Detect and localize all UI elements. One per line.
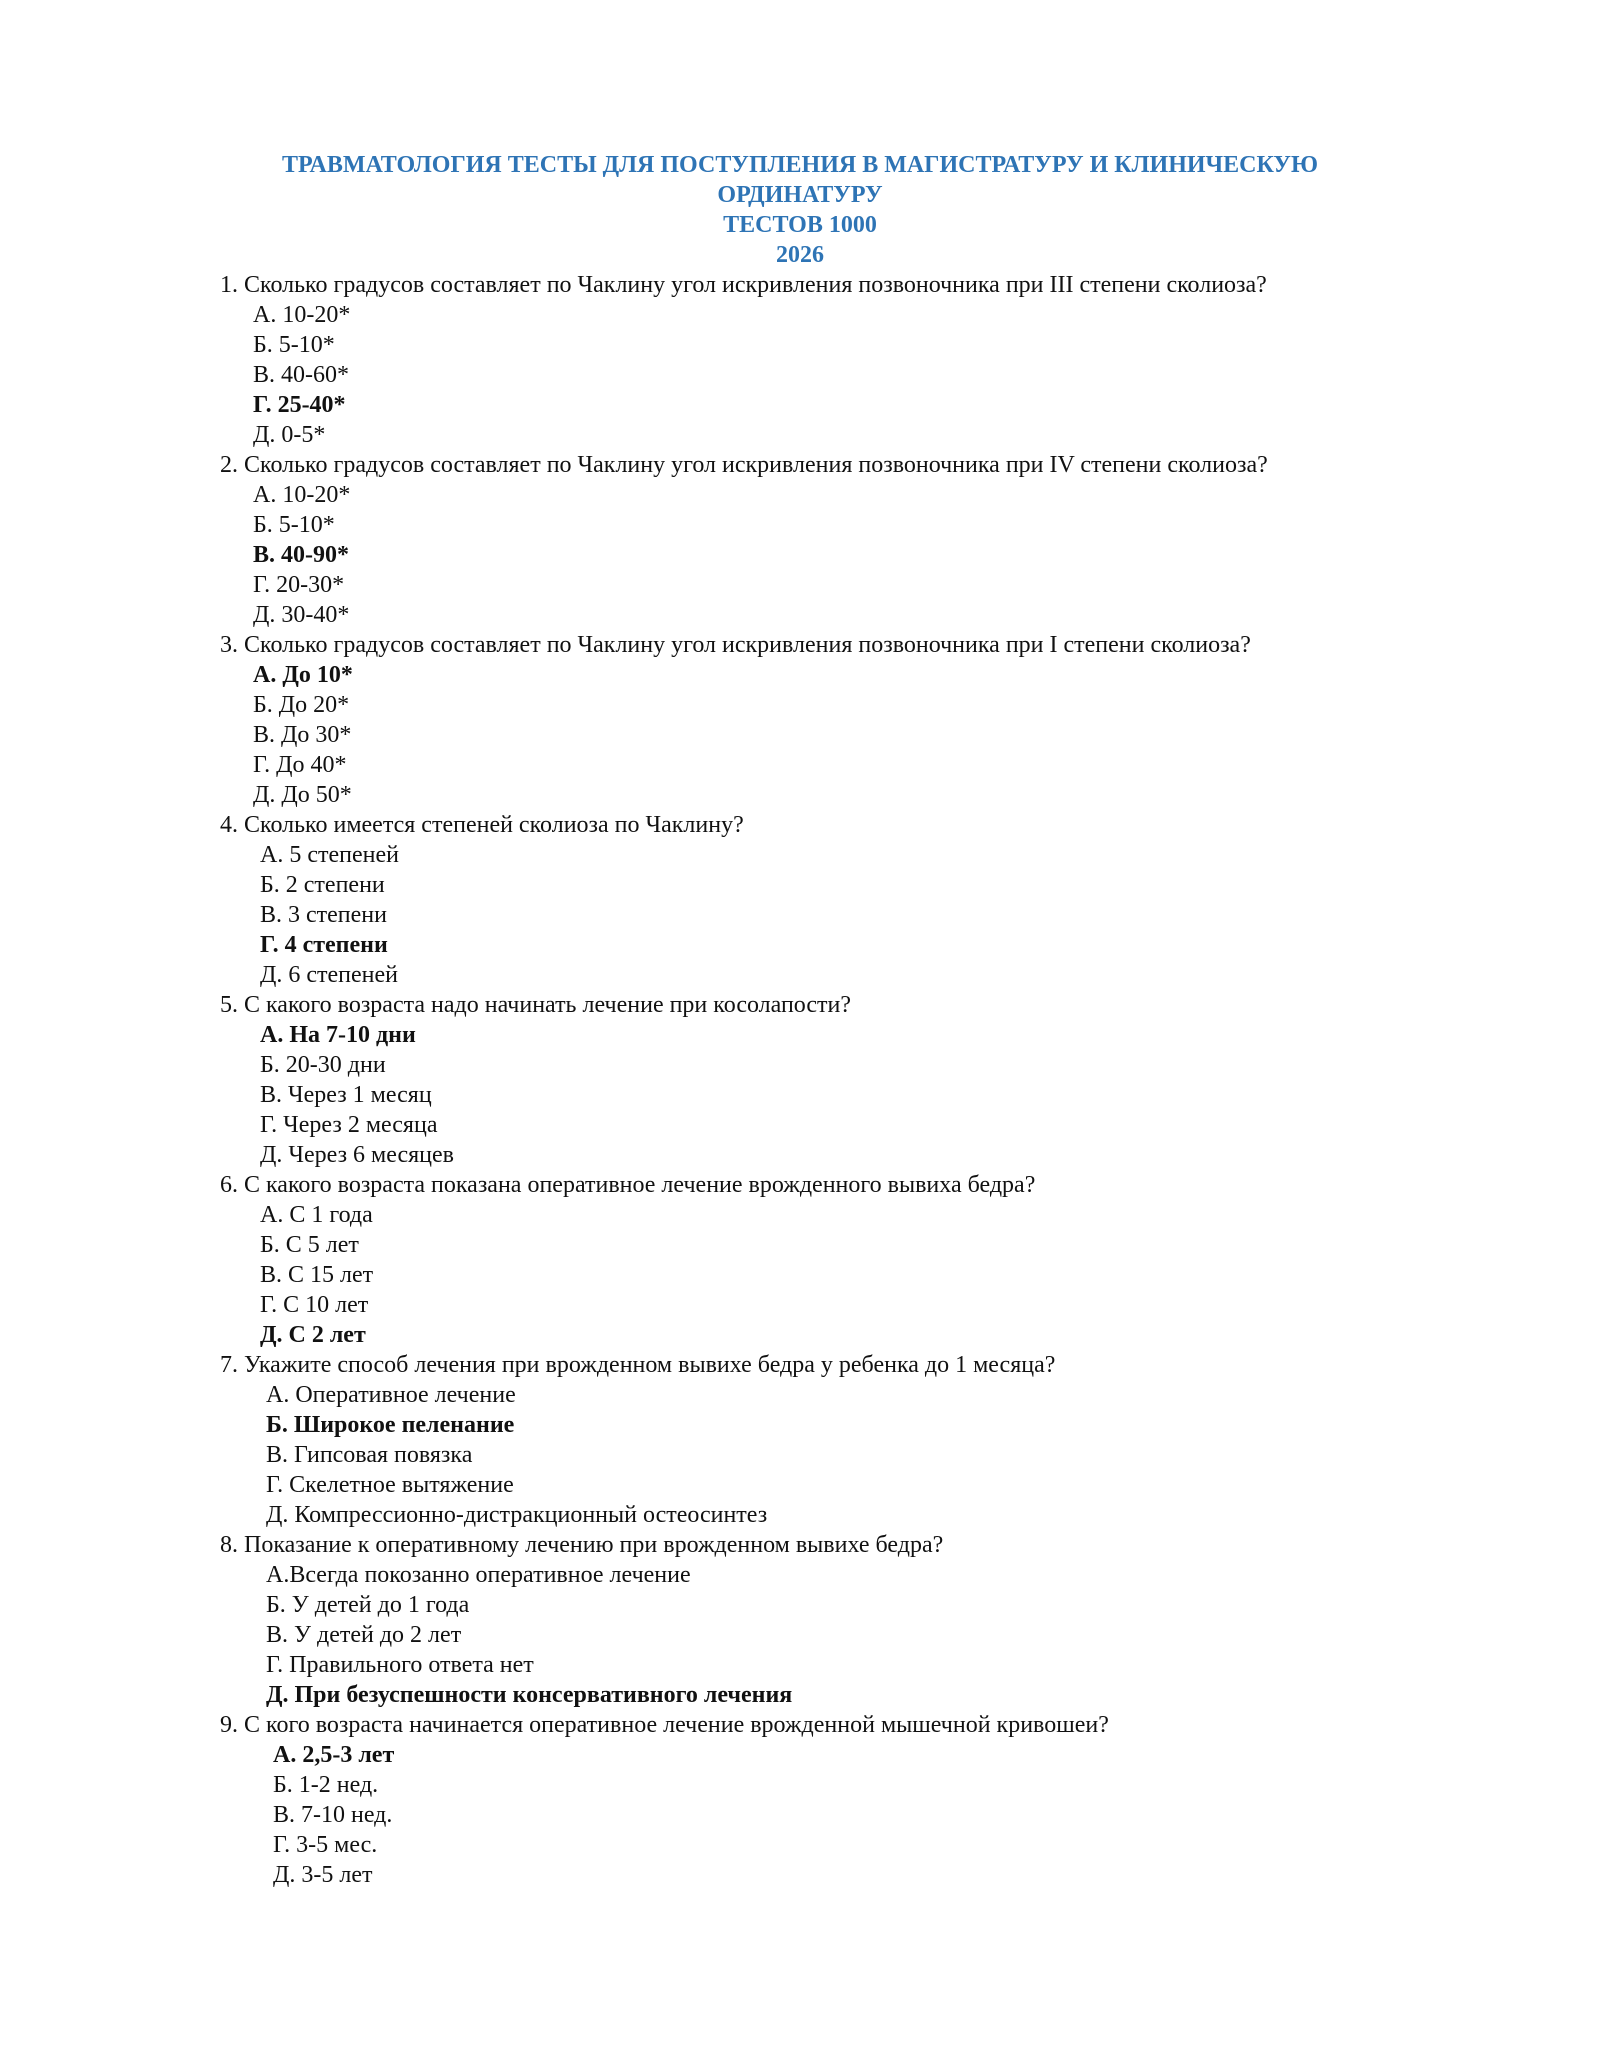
question-8	[220, 1530, 1520, 1710]
question-3	[220, 630, 1520, 810]
answer-option: Г. Правильного ответа нет	[266, 1652, 534, 1678]
question-text: 1. Сколько градусов составляет по Чаклину угол искривления позвоночника при III степени сколиоза?	[220, 272, 1267, 298]
question-1	[220, 270, 1520, 450]
correct-answer-option: А. До 10*	[253, 662, 353, 688]
answer-option: Д. Компрессионно-дистракционный остеосинтез	[266, 1502, 768, 1528]
answer-options	[220, 1200, 1520, 1350]
answer-option: Д. 30-40*	[253, 602, 350, 628]
answer-option: В. У детей до 2 лет	[266, 1622, 462, 1648]
correct-answer-option: А. На 7-10 дни	[260, 1022, 416, 1048]
question-6	[220, 1170, 1520, 1350]
answer-option: Г. С 10 лет	[260, 1292, 369, 1318]
question-text: 6. С какого возраста показана оперативное лечение врожденного вывиха бедра?	[220, 1172, 1036, 1198]
question-9	[220, 1710, 1520, 1890]
answer-option: Б. 5-10*	[253, 512, 335, 538]
year-heading: 2026	[776, 242, 824, 268]
answer-option: Д. 0-5*	[253, 422, 326, 448]
answer-option: В. 40-60*	[253, 362, 349, 388]
question-text: 8. Показание к оперативному лечению при врожденном вывихе бедра?	[220, 1532, 944, 1558]
answer-option: В. До 30*	[253, 722, 352, 748]
answer-options	[220, 840, 1520, 990]
question-text: 9. С кого возраста начинается оперативное лечение врожденной мышечной кривошеи?	[220, 1712, 1109, 1738]
document-header	[0, 150, 1600, 270]
answer-options	[220, 660, 1520, 810]
answer-option: А. 10-20*	[253, 302, 351, 328]
answer-option: Д. До 50*	[253, 782, 352, 808]
correct-answer-option: А. 2,5-3 лет	[273, 1742, 395, 1768]
answer-option: А. Оперативное лечение	[266, 1382, 516, 1408]
answer-option: А. С 1 года	[260, 1202, 373, 1228]
answer-option: Г. 20-30*	[253, 572, 345, 598]
question-4	[220, 810, 1520, 990]
answer-option: В. Гипсовая повязка	[266, 1442, 473, 1468]
answer-option: А. 5 степеней	[260, 842, 399, 868]
question-text: 5. С какого возраста надо начинать лечение при косолапости?	[220, 992, 852, 1018]
answer-options	[220, 1020, 1520, 1170]
question-text: 3. Сколько градусов составляет по Чаклину угол искривления позвоночника при I степени сколиоза?	[220, 632, 1251, 658]
question-text: 4. Сколько имеется степеней сколиоза по Чаклину?	[220, 812, 744, 838]
question-text: 2. Сколько градусов составляет по Чаклину угол искривления позвоночника при IV степени сколиоза?	[220, 452, 1268, 478]
answer-option: Д. 3-5 лет	[273, 1862, 373, 1888]
correct-answer-option: Б. Широкое пеленание	[266, 1412, 515, 1438]
answer-option: В. С 15 лет	[260, 1262, 374, 1288]
correct-answer-option: Г. 25-40*	[253, 392, 346, 418]
test-count-heading: ТЕСТОВ 1000	[723, 212, 877, 238]
question-5	[220, 990, 1520, 1170]
correct-answer-option: Д. С 2 лет	[260, 1322, 366, 1348]
document-title: ТРАВМАТОЛОГИЯ ТЕСТЫ ДЛЯ ПОСТУПЛЕНИЯ В МАГИСТРАТУРУ И КЛИНИЧЕСКУЮ	[281, 152, 1319, 178]
question-2	[220, 450, 1520, 630]
answer-option: Б. 20-30 дни	[260, 1052, 386, 1078]
answer-option: В. 7-10 нед.	[273, 1802, 393, 1828]
answer-options	[220, 480, 1520, 630]
question-text: 7. Укажите способ лечения при врожденном вывихе бедра у ребенка до 1 месяца?	[220, 1352, 1056, 1378]
answer-option: Д. 6 степеней	[260, 962, 398, 988]
answer-options	[220, 1380, 1520, 1530]
answer-option: А. 10-20*	[253, 482, 351, 508]
answer-option: Б. 2 степени	[260, 872, 385, 898]
answer-option: Б. 1-2 нед.	[273, 1772, 379, 1798]
correct-answer-option: В. 40-90*	[253, 542, 349, 568]
answer-options	[220, 300, 1520, 450]
correct-answer-option: Г. 4 степени	[260, 932, 388, 958]
question-list	[220, 270, 1520, 1890]
answer-option: Д. Через 6 месяцев	[260, 1142, 455, 1168]
answer-option: Б. С 5 лет	[260, 1232, 359, 1258]
answer-options	[220, 1740, 1520, 1890]
answer-option: Г. Через 2 месяца	[260, 1112, 438, 1138]
answer-options	[220, 1560, 1520, 1710]
question-7	[220, 1350, 1520, 1530]
answer-option: Б. До 20*	[253, 692, 350, 718]
answer-option: Г. До 40*	[253, 752, 347, 778]
answer-option: Г. 3-5 мес.	[273, 1832, 378, 1858]
answer-option: А.Всегда покозанно оперативное лечение	[266, 1562, 691, 1588]
document-title-continuation: ОРДИНАТУРУ	[717, 182, 883, 208]
answer-option: Б. 5-10*	[253, 332, 335, 358]
correct-answer-option: Д. При безуспешности консервативного лечения	[266, 1682, 793, 1708]
answer-option: Б. У детей до 1 года	[266, 1592, 470, 1618]
answer-option: Г. Скелетное вытяжение	[266, 1472, 514, 1498]
answer-option: В. Через 1 месяц	[260, 1082, 432, 1108]
answer-option: В. 3 степени	[260, 902, 387, 928]
